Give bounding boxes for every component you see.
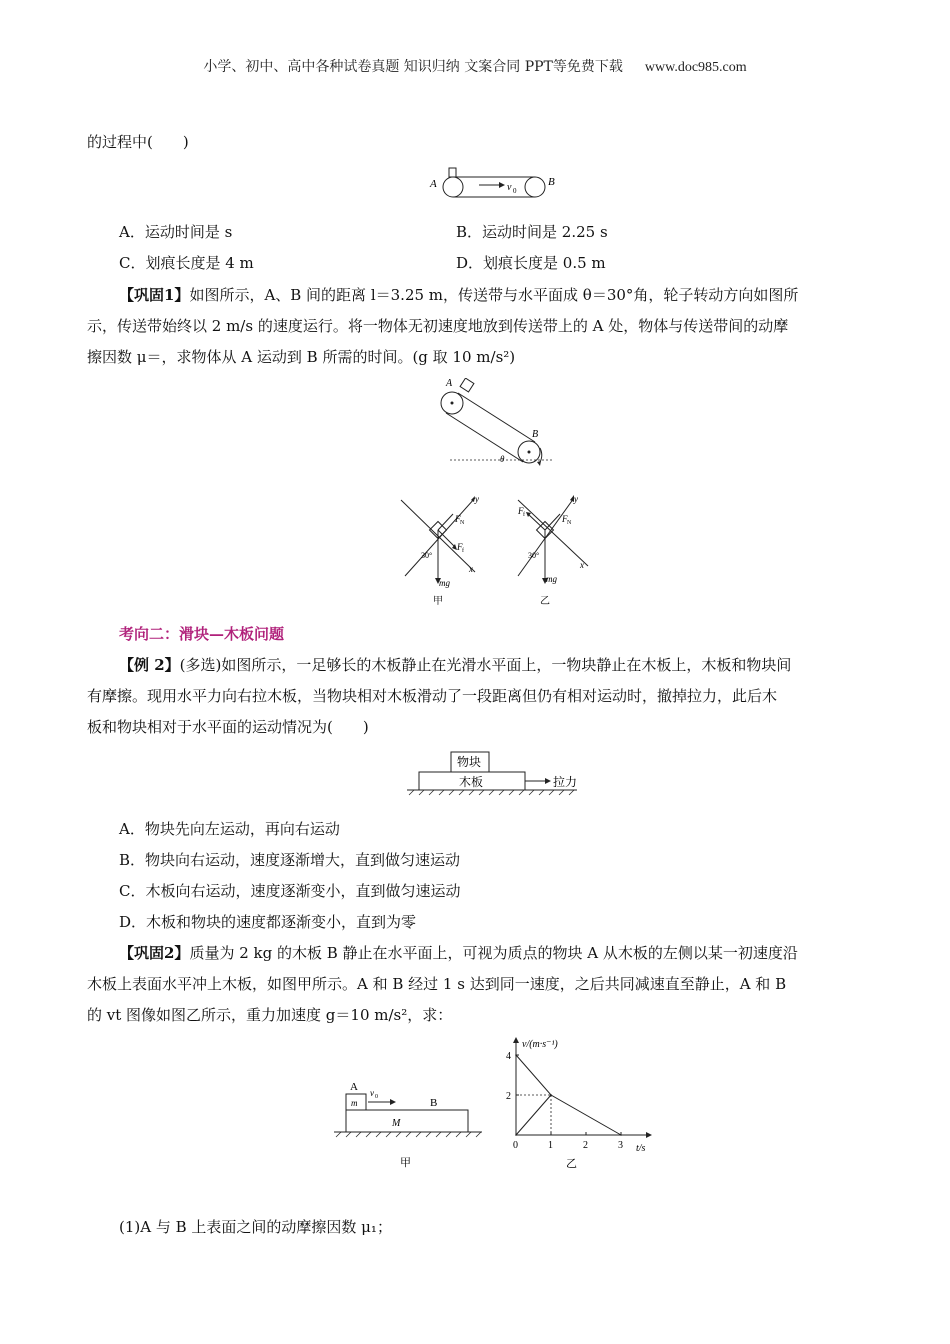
fbd-yi-fn-sub: N	[567, 520, 572, 526]
gg1-line1	[119, 284, 798, 305]
fig-label-v0-sub: 0	[375, 1094, 378, 1100]
fbd-caption-jia: 甲	[433, 596, 443, 607]
force-label: 拉力	[553, 775, 578, 789]
fig-caption-jia: 甲	[400, 1157, 411, 1169]
fbd-jia-angle: 30°	[421, 551, 433, 560]
block-board-figure	[405, 748, 585, 798]
ex2-option-d: D．木板和物块的速度都逐渐变小，直到为零	[119, 913, 417, 931]
y-tick-label-4: 4	[506, 1051, 511, 1062]
q1-option-b: B．运动时间是 2.25 s	[456, 223, 608, 241]
fbd-jia-fn-sub: N	[460, 520, 465, 526]
fbd-yi-y: y	[574, 494, 578, 504]
q1-stem-end: 的过程中( )	[87, 133, 189, 151]
fbd-caption-yi: 乙	[540, 596, 550, 607]
fbd-jia-fn: F	[455, 514, 461, 524]
ex2-line1	[119, 654, 791, 675]
section-title: 考向二：滑块—木板问题	[119, 625, 285, 643]
fig-label-a: A	[350, 1081, 358, 1093]
conveyor-label-a: A	[430, 178, 437, 190]
incline-label-theta: θ	[500, 454, 505, 464]
fig-label-m: m	[351, 1098, 358, 1108]
y-tick-label-2: 2	[506, 1091, 511, 1102]
fbd-yi-ff: F	[518, 506, 524, 516]
chart-caption: 乙	[566, 1158, 577, 1170]
header-site: www.doc985.com	[644, 60, 747, 75]
gg2-tag: 【巩固2】	[119, 944, 190, 962]
fig-label-M: M	[392, 1118, 401, 1129]
ex2-tag: 【例 2】	[119, 656, 180, 674]
fbd-jia-mg: mg	[439, 578, 450, 588]
page-header	[0, 56, 950, 76]
conveyor-label-b: B	[548, 176, 555, 188]
fbd-yi-ff-sub: f	[523, 512, 525, 518]
free-body-diagram-jia	[395, 492, 485, 610]
ex2-option-b: B．物块向右运动，速度逐渐增大，直到做匀速运动	[119, 851, 461, 869]
gg1-text1: 如图所示，A、B 间的距离 l＝3.25 m，传送带与水平面成 θ＝30°角，轮子转动方向如图所	[189, 286, 799, 304]
block-label: 物块	[457, 755, 482, 769]
point-B-0	[515, 1134, 517, 1136]
q1-option-a: A．运动时间是 s	[119, 223, 233, 241]
incline-label-b: B	[532, 429, 539, 440]
conveyor-label-v: v	[507, 182, 512, 193]
fbd-yi-x: x	[580, 560, 584, 570]
q1-option-d: D．划痕长度是 0.5 m	[456, 254, 606, 272]
gg2-line2: 木板上表面水平冲上木板，如图甲所示。A 和 B 经过 1 s 达到同一速度，之后共同减速直至静止，A 和 B	[87, 975, 787, 993]
y-axis-arrow	[513, 1037, 519, 1043]
gg2-question-1: (1)A 与 B 上表面之间的动摩擦因数 μ₁；	[119, 1218, 392, 1236]
y-axis-label: v/(m·s⁻¹)	[522, 1039, 558, 1050]
x-tick-label-1: 1	[548, 1140, 553, 1151]
vt-chart	[496, 1035, 666, 1175]
ex2-line2: 有摩擦。现用水平力向右拉木板，当物块相对木板滑动了一段距离但仍有相对运动时，撤掉拉力，此后木	[87, 687, 778, 705]
fbd-yi-angle: 30°	[528, 551, 540, 560]
board-a-b-figure	[332, 1080, 484, 1172]
fbd-yi-fn: F	[562, 514, 568, 524]
point-B-1	[550, 1094, 552, 1096]
free-body-diagram-yi	[508, 492, 598, 610]
q1-option-c: C．划痕长度是 4 m	[119, 254, 254, 272]
gg2-text1: 质量为 2 kg 的木板 B 静止在水平面上，可视为质点的物块 A 从木板的左侧以某一初速度沿	[189, 944, 798, 962]
x-tick-label-3: 3	[618, 1140, 623, 1151]
x-axis-arrow	[646, 1132, 652, 1138]
ex2-option-a: A．物块先向左运动，再向右运动	[119, 820, 340, 838]
ex2-option-c: C．木板向右运动，速度逐渐变小，直到做匀速运动	[119, 882, 461, 900]
fbd-jia-x: x	[469, 564, 473, 574]
board-label: 木板	[459, 775, 484, 789]
fbd-yi-mg: mg	[546, 574, 557, 584]
gg2-line3: 的 vt 图像如图乙所示，重力加速度 g＝10 m/s²，求：	[87, 1006, 453, 1024]
gg1-line2: 示，传送带始终以 2 m/s 的速度运行。将一物体无初速度地放到传送带上的 A 处，物体与传送带间的动摩	[87, 317, 789, 335]
ex2-text1: (多选)如图所示，一足够长的木板静止在光滑水平面上，一物块静止在木板上，木板和物块间	[179, 656, 792, 674]
gg1-tag: 【巩固1】	[119, 286, 190, 304]
fig-label-b: B	[430, 1097, 438, 1109]
x-tick-label-2: 2	[583, 1140, 588, 1151]
point-A-0	[515, 1054, 517, 1056]
ex2-line3: 板和物块相对于水平面的运动情况为( )	[87, 718, 369, 736]
header-text: 小学、初中、高中各种试卷真题 知识归纳 文案合同 PPT等免费下载	[203, 59, 623, 75]
gg2-line1	[119, 942, 798, 963]
incline-label-a: A	[446, 378, 453, 389]
incline-conveyor-figure	[440, 378, 555, 470]
point-A-2	[620, 1134, 622, 1136]
x-tick-label-0: 0	[513, 1140, 518, 1151]
series-line-B	[516, 1095, 551, 1135]
x-axis-label: t/s	[636, 1143, 646, 1154]
fbd-jia-y: y	[475, 494, 479, 504]
fbd-jia-ff-sub: f	[462, 548, 464, 554]
fig-label-v0: v	[370, 1088, 374, 1098]
fbd-jia-ff: F	[457, 542, 463, 552]
conveyor-figure	[425, 165, 565, 205]
conveyor-label-v-sub: 0	[513, 187, 517, 195]
series-line-A	[516, 1055, 621, 1135]
gg1-line3: 擦因数 μ＝，求物体从 A 运动到 B 所需的时间。(g 取 10 m/s²)	[87, 348, 516, 366]
